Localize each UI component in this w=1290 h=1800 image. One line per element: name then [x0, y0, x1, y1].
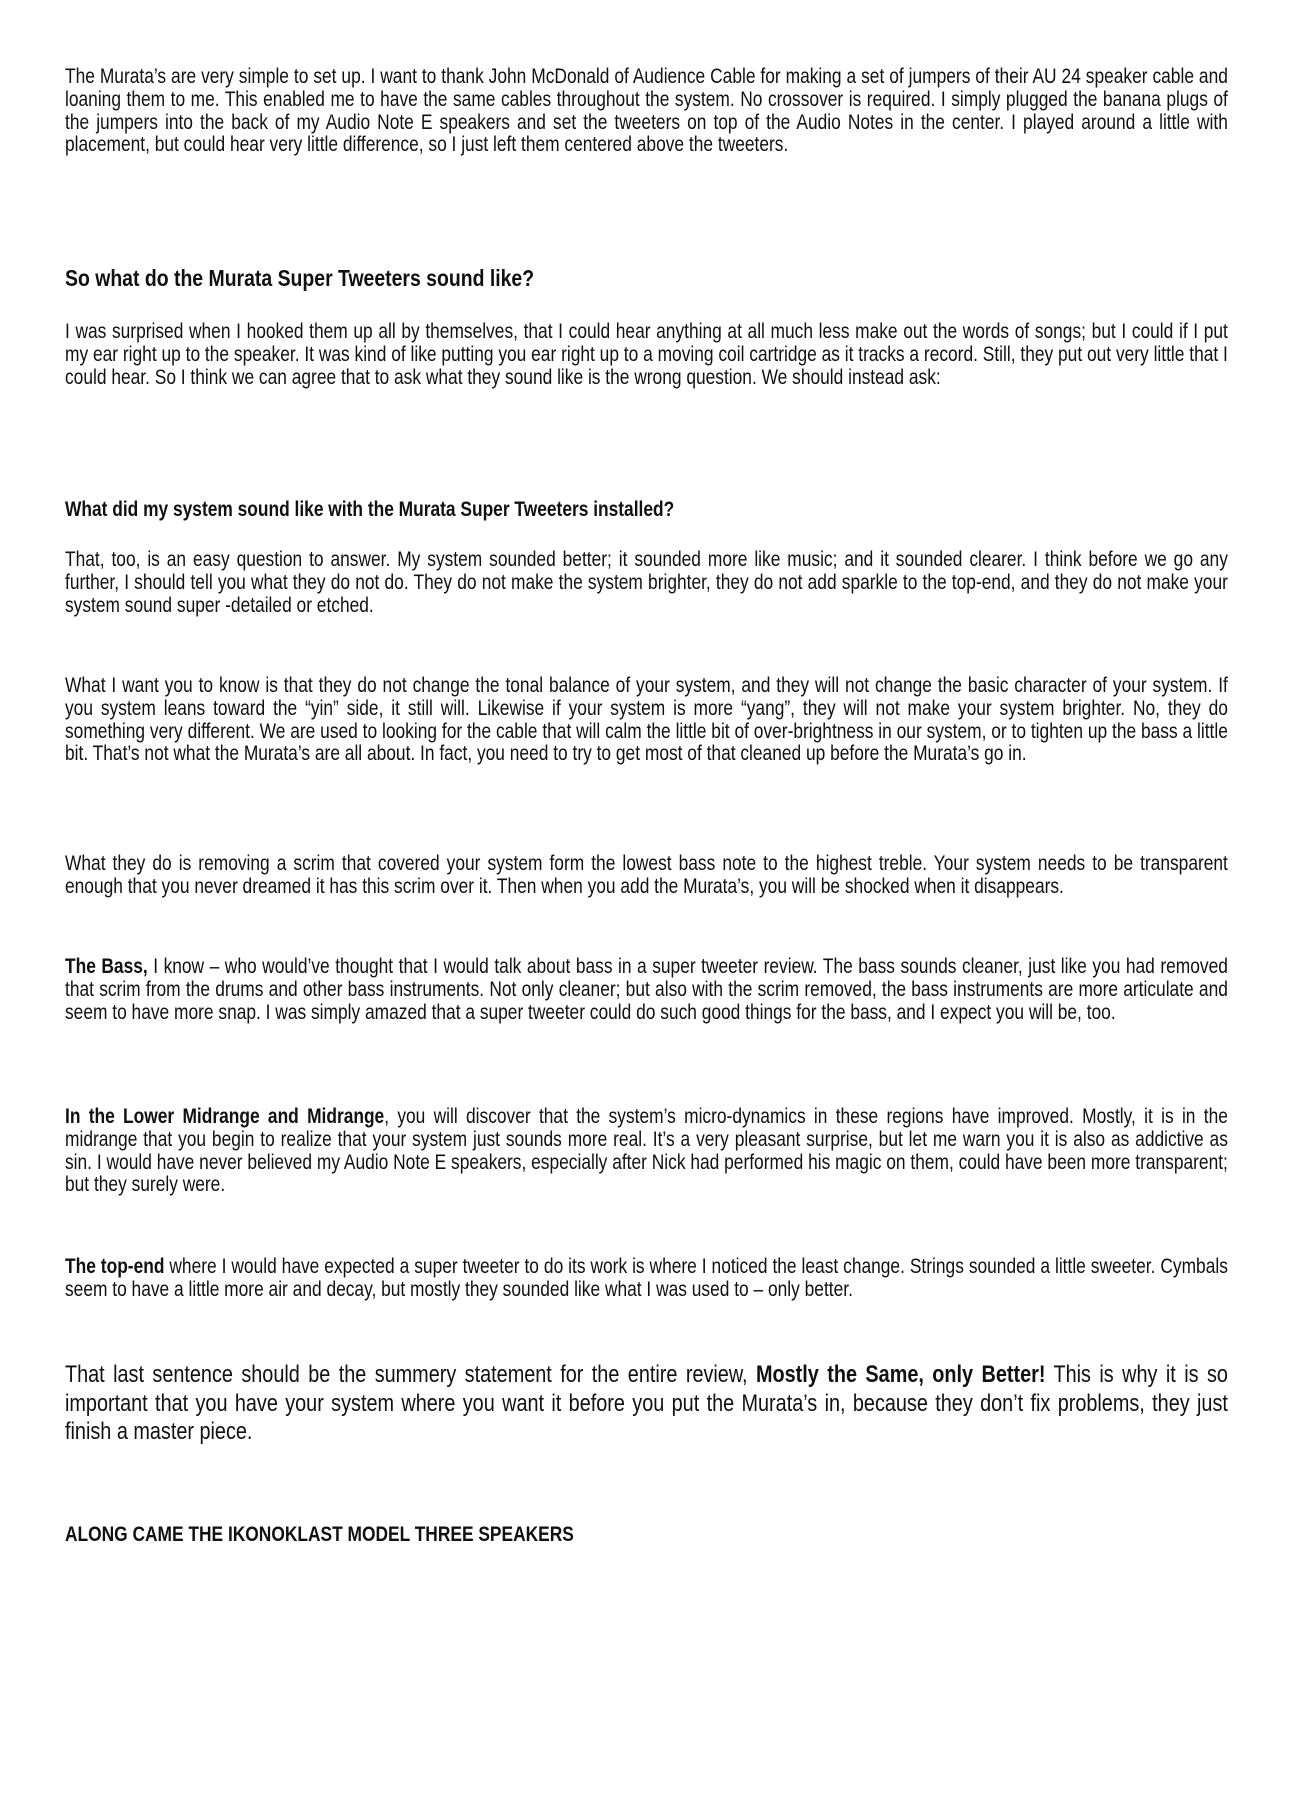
setup-paragraph-block: [65, 66, 1228, 157]
topend-paragraph-block: [65, 1256, 1228, 1302]
bass-body: I know – who would’ve thought that I would talk about bass in a super tweeter review. The bass sounds cleaner, just like you had removed that scrim from the drums and other bass instruments. Not only cleaner; but also with the scrim removed, the bass instruments are more articulate and seem to have more snap. I was simply amazed that a super tweeter could do such good things for the bass, and I expect you will be, too.: [65, 955, 1228, 1024]
heading-sound-like-block: [65, 264, 1228, 292]
bass-paragraph-block: [65, 956, 1228, 1024]
bass-paragraph: [65, 956, 1228, 1024]
easy-question-paragraph-block: [65, 549, 1228, 617]
topend-lead: The top-end: [65, 1255, 165, 1278]
midrange-paragraph-block: [65, 1106, 1228, 1197]
summary-bold: Mostly the Same, only Better!: [756, 1361, 1046, 1388]
setup-paragraph: The Murata’s are very simple to set up. I want to thank John McDonald of Audience Cable for making a set of jumpers of their AU 24 speaker cable and loaning them to me. This enabled me to have the same cables throughout the system. No crossover is required. I simply plugged the banana plugs of the jumpers into the back of my Audio Note E speakers and set the tweeters on top of the Audio Notes in the center. I played around a little with placement, but could hear very little difference, so I just left them centered above the tweeters.: [65, 65, 1228, 157]
summary-paragraph-block: [65, 1361, 1228, 1447]
heading-system-sound: What did my system sound like with the Murata Super Tweeters installed?: [65, 498, 675, 521]
heading-sound-like: So what do the Murata Super Tweeters sound like?: [65, 265, 535, 291]
topend-paragraph: [65, 1256, 1228, 1302]
heading-ikonoklast: ALONG CAME THE IKONOKLAST MODEL THREE SPEAKERS: [65, 1523, 574, 1546]
easy-question-paragraph: That, too, is an easy question to answer. My system sounded better; it sounded more like music; and it sounded clearer. I think before we go any further, I should tell you what they do not do. They do not make the system brighter, they do not add sparkle to the top-end, and they do not make your system sound super -detailed or etched.: [65, 548, 1228, 617]
scrim-paragraph-block: [65, 853, 1228, 899]
midrange-body: , you will discover that the system’s micro-dynamics in these regions have improved. Mostly, it is in the midrange that you begin to realize that your system just sounds more real. It’s a very pleasant surprise, but let me warn you it is also as addictive as sin. I would have never believed my Audio Note E speakers, especially after Nick had performed his magic on them, could have been more transparent; but they surely were.: [65, 1105, 1228, 1197]
tonal-balance-paragraph: What I want you to know is that they do not change the tonal balance of your system, and they will not change the basic character of your system. If you system leans toward the “yin” side, it still will. Likewise if your system is more “yang”, they will not make your system brighter. No, they do something very different. We are used to looking for the cable that will calm the little bit of over-brightness in our system, or to tighten up the bass a little bit. That’s not what the Murata’s are all about. In fact, you need to try to get most of that cleaned up before the Murata’s go in.: [65, 674, 1228, 766]
summary-pre: That last sentence should be the summery statement for the entire review,: [65, 1361, 757, 1388]
heading-system-sound-block: [65, 497, 1228, 523]
tonal-balance-paragraph-block: [65, 675, 1228, 766]
surprised-paragraph: I was surprised when I hooked them up all by themselves, that I could hear anything at all much less make out the words of songs; but I could if I put my ear right up to the speaker. It was kind of like putting you ear right up to a moving coil cartridge as it tracks a record. Still, they put out very little that I could hear. So I think we can agree that to ask what they sound like is the wrong question. We should instead ask:: [65, 320, 1228, 389]
summary-post: This is why it is so important that you have your system where you want it before you put the Murata’s in, because they don’t fix problems, they just finish a master piece.: [65, 1361, 1228, 1445]
heading-ikonoklast-block: [65, 1522, 1228, 1548]
topend-body: where I would have expected a super tweeter to do its work is where I noticed the least change. Strings sounded a little sweeter. Cymbals seem to have a little more air and decay, but mostly they sounded like what I was used to – only better.: [65, 1255, 1228, 1301]
scrim-paragraph: What they do is removing a scrim that covered your system form the lowest bass note to the highest treble. Your system needs to be transparent enough that you never dreamed it has this scrim over it. Then when you add the Murata’s, you will be shocked when it disappears.: [65, 852, 1228, 898]
midrange-paragraph: [65, 1106, 1228, 1197]
summary-paragraph: [65, 1361, 1228, 1447]
bass-lead: The Bass,: [65, 955, 148, 978]
midrange-lead: In the Lower Midrange and Midrange: [65, 1105, 385, 1128]
surprised-paragraph-block: [65, 321, 1228, 389]
